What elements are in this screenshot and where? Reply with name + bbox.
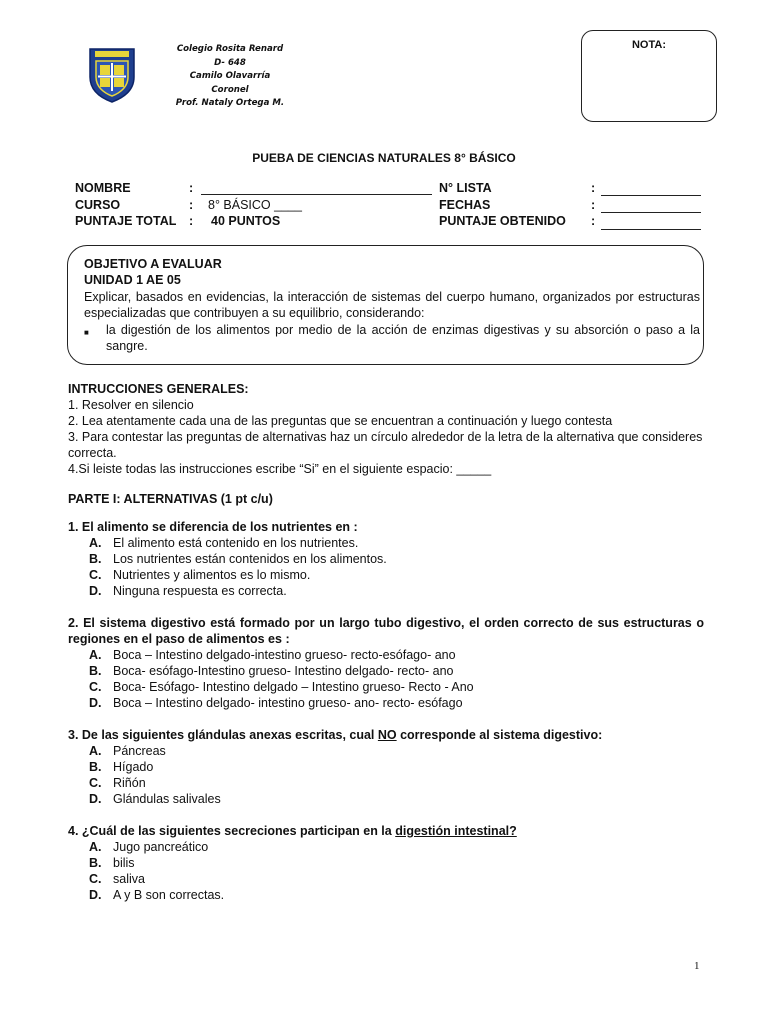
instruction-item: 3. Para contestar las preguntas de alternativas haz un círculo alrededor de la letra de la alternativa que consideres correcta. <box>68 430 703 460</box>
nombre-field[interactable] <box>201 180 302 197</box>
option-letter: C. <box>89 680 102 694</box>
option-letter: B. <box>89 552 102 566</box>
school-street: Camilo Olavarría <box>189 71 271 82</box>
objective-content <box>84 256 700 354</box>
option-text: Riñón <box>113 776 146 790</box>
answer-option[interactable] <box>68 647 704 663</box>
exam-title: PUEBA DE CIENCIAS NATURALES 8° BÁSICO <box>252 151 516 165</box>
option-letter: D. <box>89 696 102 710</box>
puntaje-obtenido-label: PUNTAJE OBTENIDO <box>439 214 566 228</box>
grade-label: NOTA: <box>631 39 666 51</box>
option-letter: A. <box>89 648 102 662</box>
info-labels-right <box>439 180 566 230</box>
school-info <box>140 43 320 111</box>
answer-option[interactable] <box>68 567 704 583</box>
question-stem: 2. El sistema digestivo está formado por un largo tubo digestivo, el orden correcto de sus estructuras o regiones en el paso de alimentos es : <box>68 616 704 646</box>
option-letter: A. <box>89 840 102 854</box>
option-letter: D. <box>89 584 102 598</box>
fechas-field[interactable] <box>601 197 701 213</box>
puntaje-obtenido-field[interactable] <box>601 214 701 230</box>
instruction-item: 2. Lea atentamente cada una de las preguntas que se encuentran a continuación y luego contesta <box>68 414 613 428</box>
school-code: D- 648 <box>214 57 246 68</box>
answer-option[interactable] <box>68 887 704 903</box>
answer-option[interactable] <box>68 791 704 807</box>
info-values-left <box>201 180 302 230</box>
lista-label: N° LISTA <box>439 181 492 195</box>
answer-option[interactable] <box>68 871 704 887</box>
info-labels-left <box>75 180 176 230</box>
stem-emphasis: digestión intestinal? <box>395 824 517 838</box>
answer-option[interactable] <box>68 695 704 711</box>
puntaje-total-label: PUNTAJE TOTAL <box>75 214 177 228</box>
option-text: Ninguna respuesta es correcta. <box>113 584 287 598</box>
objective-unit: UNIDAD 1 AE 05 <box>84 273 181 288</box>
colon: : <box>189 181 194 195</box>
curso-label: CURSO <box>75 197 121 212</box>
teacher-name: Prof. Nataly Ortega M. <box>175 98 285 109</box>
option-text: saliva <box>113 872 145 886</box>
colon: : <box>591 181 596 195</box>
info-fields-right <box>601 180 701 230</box>
option-letter: C. <box>89 872 102 886</box>
option-text: Glándulas salivales <box>113 792 221 806</box>
question-2 <box>68 615 704 711</box>
question-stem <box>68 823 704 839</box>
grade-box[interactable] <box>581 30 717 122</box>
question-stem <box>68 727 704 743</box>
option-text: A y B son correctas. <box>113 888 225 902</box>
answer-option[interactable] <box>68 839 704 855</box>
puntaje-total-value: 40 PUNTOS <box>211 214 281 228</box>
option-letter: D. <box>89 888 102 902</box>
option-text: Jugo pancreático <box>113 840 209 854</box>
school-name: Colegio Rosita Renard <box>176 44 284 54</box>
option-letter: C. <box>89 776 102 790</box>
instructions <box>68 381 704 477</box>
question-stem: 1. El alimento se diferencia de los nutrientes en : <box>68 520 358 534</box>
page-number: 1 <box>694 960 700 972</box>
stem-text: corresponde al sistema digestivo: <box>396 728 603 742</box>
option-letter: B. <box>89 664 102 678</box>
nombre-label: NOMBRE <box>75 181 131 195</box>
fechas-label: FECHAS <box>439 197 491 212</box>
school-crest-icon <box>87 45 137 103</box>
answer-option[interactable] <box>68 535 704 551</box>
curso-value: 8° BÁSICO ____ <box>208 197 302 212</box>
option-text: Hígado <box>113 760 154 774</box>
bullet-square-icon: ■ <box>84 327 89 337</box>
option-text: Boca- Esófago- Intestino delgado – Intestino grueso- Recto - Ano <box>113 680 474 694</box>
school-city: Coronel <box>211 84 249 95</box>
instructions-title: INTRUCCIONES GENERALES: <box>68 382 249 396</box>
question-3 <box>68 727 704 807</box>
option-letter: D. <box>89 792 102 806</box>
stem-emphasis: NO <box>377 728 397 742</box>
objective-description: Explicar, basados en evidencias, la interacción de sistemas del cuerpo humano, organizados por estructuras especializadas que contribuyen a su equilibrio, considerando: <box>84 289 700 321</box>
answer-option[interactable] <box>68 679 704 695</box>
instruction-item: 1. Resolver en silencio <box>68 398 194 412</box>
answer-option[interactable] <box>68 855 704 871</box>
part1-title: PARTE I: ALTERNATIVAS (1 pt c/u) <box>68 492 273 506</box>
lista-field[interactable] <box>601 180 701 196</box>
info-colons-right <box>591 180 595 230</box>
answer-option[interactable] <box>68 759 704 775</box>
question-1 <box>68 519 704 599</box>
option-text: Nutrientes y alimentos es lo mismo. <box>113 568 311 582</box>
option-text: Páncreas <box>113 744 166 758</box>
answer-option[interactable] <box>68 583 704 599</box>
answer-option[interactable] <box>68 663 704 679</box>
objective-bullet-text: la digestión de los alimentos por medio de la acción de enzimas digestivas y su absorción o paso a la sangre. <box>106 322 700 354</box>
option-text: bilis <box>113 856 135 870</box>
option-text: Los nutrientes están contenidos en los alimentos. <box>113 552 387 566</box>
stem-text: 4. ¿Cuál de las siguientes secreciones participan en la <box>68 824 396 838</box>
info-colons-left <box>189 180 193 230</box>
colon: : <box>591 197 596 212</box>
colon: : <box>189 214 194 228</box>
objective-title: OBJETIVO A EVALUAR <box>84 257 222 271</box>
question-4 <box>68 823 704 903</box>
option-letter: A. <box>89 536 102 550</box>
option-text: Boca – Intestino delgado- intestino grueso- ano- recto- esófago <box>113 696 463 710</box>
instruction-item: 4.Si leiste todas las instrucciones escribe “Si” en el siguiente espacio: _____ <box>68 462 492 476</box>
colon: : <box>591 214 596 228</box>
answer-option[interactable] <box>68 775 704 791</box>
answer-option[interactable] <box>68 743 704 759</box>
option-letter: B. <box>89 856 102 870</box>
objective-bullet <box>84 322 700 355</box>
colon: : <box>189 197 194 212</box>
stem-text: 3. De las siguientes glándulas anexas escritas, cual <box>68 728 378 742</box>
option-letter: C. <box>89 568 102 582</box>
answer-option[interactable] <box>68 551 704 567</box>
option-text: Boca- esófago-Intestino grueso- Intestino delgado- recto- ano <box>113 664 454 678</box>
option-text: Boca – Intestino delgado-intestino grueso- recto-esófago- ano <box>113 648 456 662</box>
option-letter: A. <box>89 744 102 758</box>
option-letter: B. <box>89 760 102 774</box>
option-text: El alimento está contenido en los nutrientes. <box>113 536 359 550</box>
